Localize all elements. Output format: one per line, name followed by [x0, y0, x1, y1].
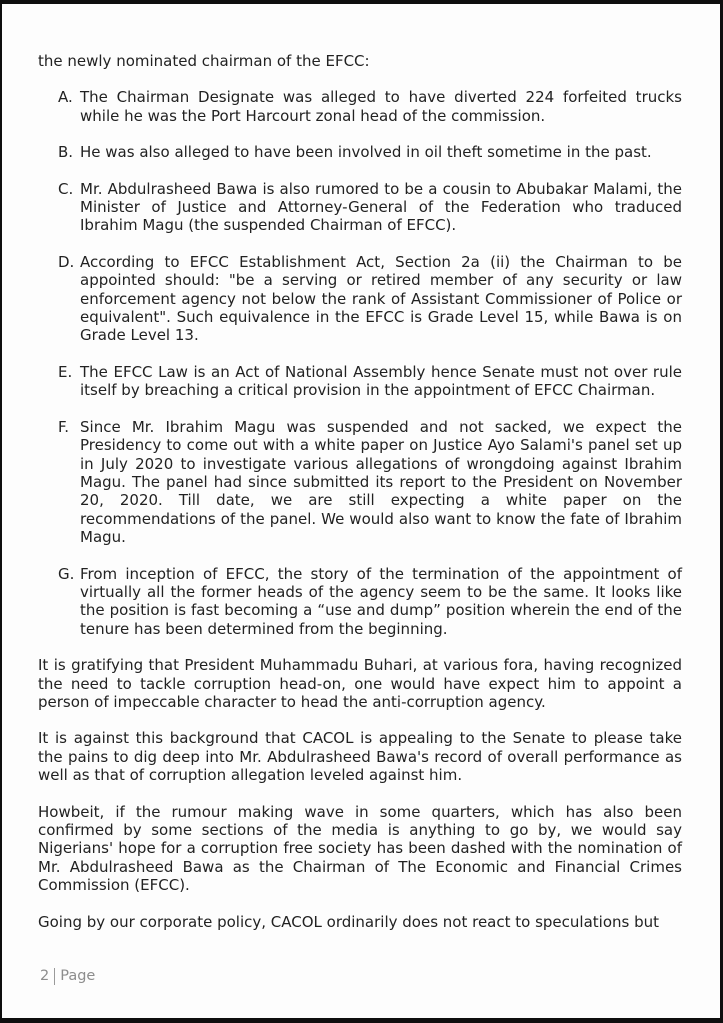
list-item — [38, 253, 682, 345]
list-item — [38, 363, 682, 400]
list-item-text: He was also alleged to have been involved in oil theft sometime in the past. — [80, 143, 652, 162]
list-item-marker: C. — [58, 179, 74, 198]
body-paragraph: It is against this background that CACOL is appealing to the Senate to please take the pains to dig deep into Mr. Abdulrasheed Bawa's record of overall performance as well as that of corruption allegation leveled against him. — [38, 729, 682, 785]
body-paragraph: Howbeit, if the rumour making wave in some quarters, which has also been confirmed by some sections of the media is anything to go by, we would say Nigerians' hope for a corruption free society has been dashed with the nomination of Mr. Abdulrasheed Bawa as the Chairman of The Economic and Financial Crimes Commission (EFCC). — [38, 802, 682, 895]
list-item — [38, 565, 682, 639]
list-item-text: The Chairman Designate was alleged to have diverted 224 forfeited trucks while he was the Port Harcourt zonal head of the commission. — [80, 88, 682, 125]
list-item-text: According to EFCC Establishment Act, Section 2a (ii) the Chairman to be appointed should: "be a serving or retired member of any security or law enforcement agency not below the rank of Assistant Commissioner of Police or equivalent". Such equivalence in the EFCC is Grade Level 15, while Bawa is on Grade Level 13. — [80, 252, 682, 345]
list-item-marker: G. — [58, 564, 75, 583]
list-item — [38, 418, 682, 547]
list-item-text: The EFCC Law is an Act of National Assembly hence Senate must not over rule itself by breaching a critical provision in the appointment of EFCC Chairman. — [80, 362, 682, 400]
footer-label: Page — [60, 968, 96, 984]
list-item-marker: E. — [58, 362, 73, 381]
allegations-list — [38, 88, 682, 638]
body-paragraph: Going by our corporate policy, CACOL ordinarily does not react to speculations but — [38, 912, 659, 931]
list-item-marker: B. — [58, 143, 74, 162]
list-item — [38, 180, 682, 235]
list-item-marker: A. — [58, 88, 73, 107]
list-item-text: Since Mr. Ibrahim Magu was suspended and not sacked, we expect the Presidency to come out with a white paper on Justice Ayo Salami's panel set up in July 2020 to investigate various allegations of wrongdoing against Ibrahim Magu. The panel had since submitted its report to the President on November 20, 2020. Till date, we are still expecting a white paper on the recommendations of the panel. We would also want to know the fate of Ibrahim Magu. — [80, 417, 682, 547]
list-item-marker: D. — [58, 252, 75, 271]
page-footer — [40, 967, 95, 985]
intro-line: the newly nominated chairman of the EFCC: — [38, 52, 370, 70]
page-number: 2 — [40, 968, 50, 984]
list-item-text: From inception of EFCC, the story of the termination of the appointment of virtually all the former heads of the agency seem to be the same. It looks like the position is fast becoming a “use and dump” position wherein the end of the tenure has been determined from the beginning. — [80, 564, 682, 638]
list-item-marker: F. — [58, 417, 69, 436]
list-item-text: Mr. Abdulrasheed Bawa is also rumored to be a cousin to Abubakar Malami, the Minister of Justice and Attorney-General of the Federation who traduced Ibrahim Magu (the suspended Chairman of EFCC). — [80, 179, 682, 235]
body-paragraph: It is gratifying that President Muhammadu Buhari, at various fora, having recognized the need to tackle corruption head-on, one would have expect him to appoint a person of impeccable character to head the anti-corruption agency. — [38, 656, 682, 711]
footer-divider — [54, 968, 55, 985]
list-item — [38, 143, 682, 161]
list-item — [38, 88, 682, 125]
